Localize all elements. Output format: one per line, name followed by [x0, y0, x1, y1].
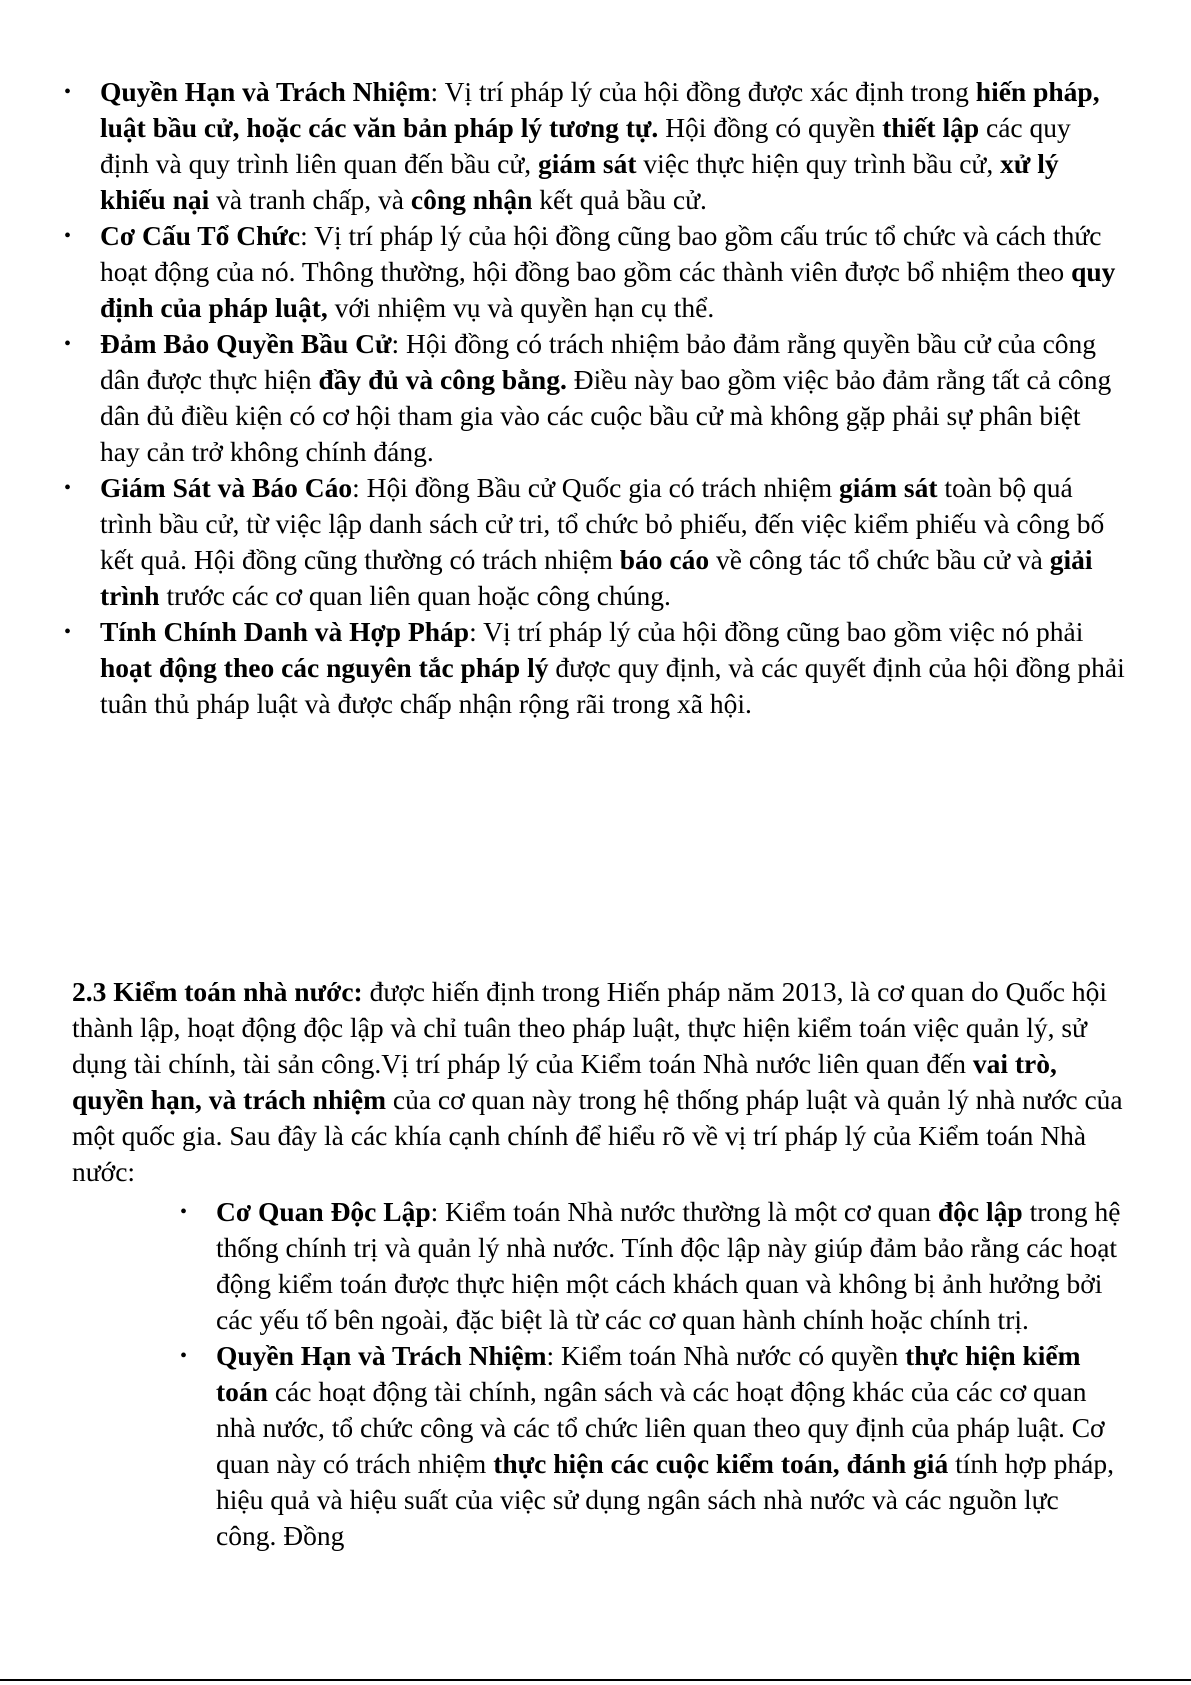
bullet-heading: Đảm Bảo Quyền Bầu Cử — [100, 328, 392, 359]
bold-phrase: thực hiện kiểm toán — [216, 1340, 1081, 1407]
bold-phrase: độc lập — [937, 1196, 1023, 1227]
bold-phrase: thiết lập — [882, 112, 980, 143]
bold-phrase: hoạt động theo các nguyên tắc pháp lý — [100, 652, 549, 683]
bold-phrase: đầy đủ và công bằng. — [318, 364, 567, 395]
bullet-item — [100, 74, 1125, 218]
text-run: : Kiểm toán Nhà nước thường là một cơ quan — [430, 1196, 938, 1227]
bullet-heading: Cơ Cấu Tổ Chức — [100, 220, 301, 251]
bullet-item — [216, 1338, 1121, 1554]
bullet-heading: Tính Chính Danh và Hợp Pháp — [100, 616, 470, 647]
text-run: với nhiệm vụ và quyền hạn cụ thể. — [327, 292, 715, 323]
bullet-heading: Giám Sát và Báo Cáo — [100, 472, 353, 503]
bold-phrase: vai trò, quyền hạn, và trách nhiệm — [72, 1048, 1057, 1115]
bold-phrase: giám sát — [838, 472, 938, 503]
bullet-item — [216, 1194, 1121, 1338]
bold-phrase: xử lý khiếu nại — [100, 148, 1059, 215]
text-run: : Vị trí pháp lý của hội đồng cũng bao gồm cấu trúc tổ chức và cách thức hoạt động của nó. Thông thường, hội đồng bao gồm các thành viên được bổ nhiệm theo — [100, 220, 1102, 287]
bold-phrase: thực hiện các cuộc kiểm toán, đánh giá — [493, 1448, 949, 1479]
text-run: : Vị trí pháp lý của hội đồng cũng bao gồm việc nó phải — [469, 616, 1084, 647]
election-council-bullet-list — [100, 74, 1125, 722]
state-audit-bullet-list — [216, 1194, 1121, 1554]
text-run: : Kiểm toán Nhà nước có quyền — [546, 1340, 906, 1371]
bullet-heading: Cơ Quan Độc Lập — [216, 1196, 431, 1227]
text-run: được hiến định trong Hiến pháp năm 2013, là cơ quan do Quốc hội thành lập, hoạt động độc lập và chỉ tuân theo pháp luật, thực hiện kiểm toán việc quản lý, sử dụng tài chính, tài sản công.Vị trí pháp lý của Kiểm toán Nhà nước liên quan đến — [72, 976, 1108, 1079]
text-run: kết quả bầu cử. — [532, 184, 707, 215]
bold-phrase: hiến pháp, luật bầu cử, hoặc các văn bản pháp lý tương tự. — [100, 76, 1100, 143]
text-run: : Hội đồng có trách nhiệm bảo đảm rằng quyền bầu cử của công dân được thực hiện — [100, 328, 1097, 395]
text-run: được quy định, và các quyết định của hội đồng phải tuân thủ pháp luật và được chấp nhận rộng rãi trong xã hội. — [100, 652, 1125, 719]
text-run: các quy định và quy trình liên quan đến bầu cử, — [100, 112, 1071, 179]
bold-phrase: công nhận — [410, 184, 533, 215]
text-run: tính hợp pháp, hiệu quả và hiệu suất của việc sử dụng ngân sách nhà nước và các nguồn lực công. Đồng — [216, 1448, 1114, 1551]
text-run: và tranh chấp, và — [209, 184, 411, 215]
bold-phrase: giám sát — [538, 148, 637, 179]
text-run: việc thực hiện quy trình bầu cử, — [636, 148, 1001, 179]
bullet-item — [100, 470, 1125, 614]
text-run: về công tác tổ chức bầu cử và — [709, 544, 1050, 575]
bold-phrase: giải trình — [100, 544, 1093, 611]
text-run: các hoạt động tài chính, ngân sách và các hoạt động khác của các cơ quan nhà nước, tổ chức công và các tổ chức liên quan theo quy định của pháp luật. Cơ quan này có trách nhiệm — [216, 1376, 1105, 1479]
section-2-3-paragraph — [72, 974, 1127, 1190]
text-run: : Vị trí pháp lý của hội đồng được xác định trong — [430, 76, 976, 107]
text-run: trước các cơ quan liên quan hoặc công chúng. — [159, 580, 671, 611]
bullet-item — [100, 614, 1125, 722]
bullet-item — [100, 218, 1125, 326]
text-run: toàn bộ quá trình bầu cử, từ việc lập danh sách cử tri, tổ chức bỏ phiếu, đến việc kiểm phiếu và công bố kết quả. Hội đồng cũng thường có trách nhiệm — [100, 472, 1105, 575]
text-run: : Hội đồng Bầu cử Quốc gia có trách nhiệm — [352, 472, 839, 503]
text-run: Hội đồng có quyền — [658, 112, 883, 143]
text-run: của cơ quan này trong hệ thống pháp luật và quản lý nhà nước của một quốc gia. Sau đây là các khía cạnh chính để hiểu rõ về vị trí pháp lý của Kiểm toán Nhà nước: — [72, 1084, 1123, 1187]
bullet-item — [100, 326, 1125, 470]
bold-phrase: quy định của pháp luật, — [100, 256, 1116, 323]
section-body — [72, 976, 1123, 1187]
page-bottom-rule — [0, 1679, 1191, 1681]
bold-phrase: báo cáo — [619, 544, 710, 575]
text-run: trong hệ thống chính trị và quản lý nhà nước. Tính độc lập này giúp đảm bảo rằng các hoạt động kiểm toán được thực hiện một cách khách quan và không bị ảnh hưởng bởi các yếu tố bên ngoài, đặc biệt là từ các cơ quan hành chính hoặc chính trị. — [216, 1196, 1121, 1335]
section-heading: 2.3 Kiểm toán nhà nước: — [72, 976, 363, 1007]
bullet-heading: Quyền Hạn và Trách Nhiệm — [100, 76, 431, 107]
bullet-heading: Quyền Hạn và Trách Nhiệm — [216, 1340, 547, 1371]
text-run: Điều này bao gồm việc bảo đảm rằng tất cả công dân đủ điều kiện có cơ hội tham gia vào các cuộc bầu cử mà không gặp phải sự phân biệt hay cản trở không chính đáng. — [100, 364, 1112, 467]
